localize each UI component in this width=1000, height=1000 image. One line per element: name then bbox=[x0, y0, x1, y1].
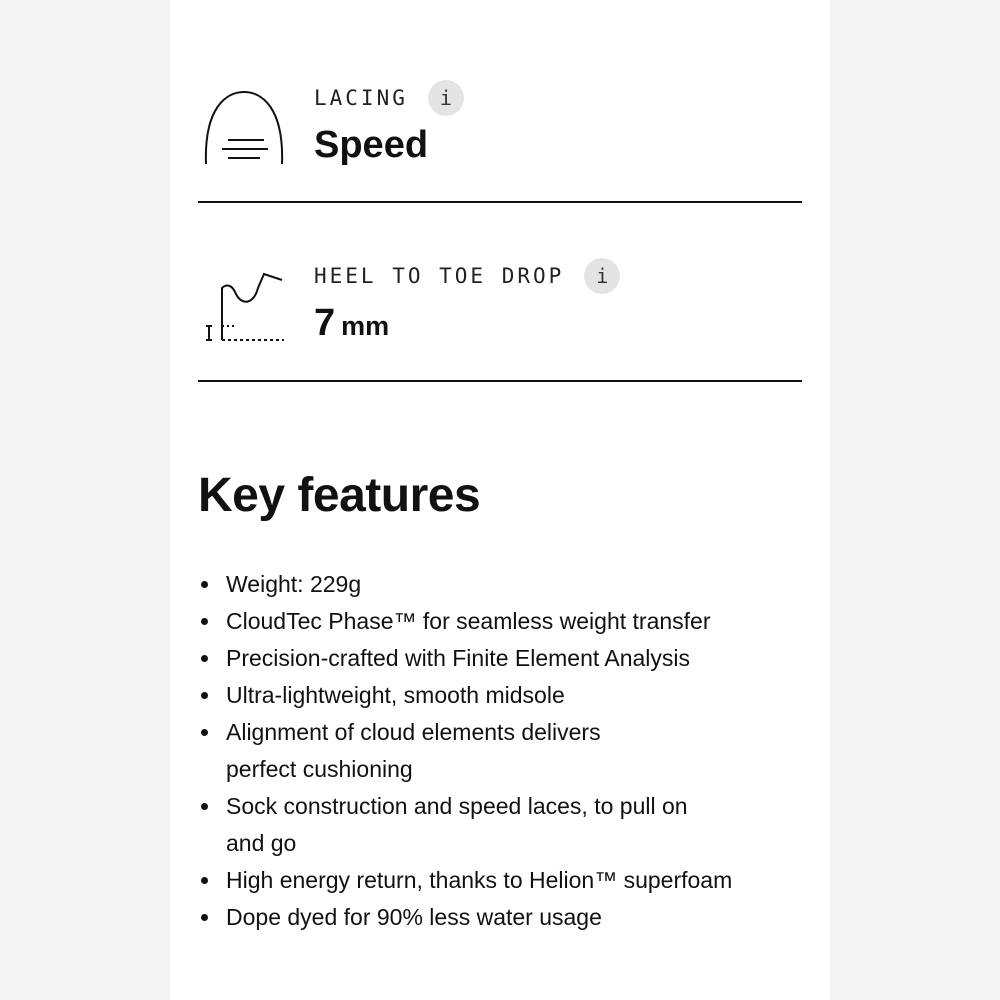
feature-item: Ultra-lightweight, smooth midsole bbox=[226, 677, 806, 714]
info-button[interactable]: i bbox=[428, 80, 464, 116]
product-spec-panel bbox=[170, 0, 830, 1000]
info-button[interactable]: i bbox=[584, 258, 620, 294]
heel-toe-drop-icon bbox=[198, 266, 288, 346]
feature-item: Precision-crafted with Finite Element Analysis bbox=[226, 640, 806, 677]
feature-list bbox=[226, 566, 806, 936]
spec-value: Speed bbox=[314, 124, 429, 166]
feature-item: Alignment of cloud elements delivers perfect cushioning bbox=[226, 714, 656, 788]
spec-heel-toe-drop bbox=[198, 258, 802, 358]
feature-item: Sock construction and speed laces, to pull on and go bbox=[226, 788, 696, 862]
feature-item: CloudTec Phase™ for seamless weight transfer bbox=[226, 603, 806, 640]
feature-item: Dope dyed for 90% less water usage bbox=[226, 899, 806, 936]
speed-lacing-icon bbox=[198, 88, 288, 172]
spec-unit: mm bbox=[341, 311, 390, 341]
spec-lacing bbox=[198, 80, 802, 180]
divider bbox=[198, 201, 802, 203]
feature-item: Weight: 229g bbox=[226, 566, 806, 603]
spec-label: HEEL TO TOE DROP bbox=[314, 264, 565, 288]
feature-item: High energy return, thanks to Helion™ superfoam bbox=[226, 862, 806, 899]
spec-label: LACING bbox=[314, 86, 408, 110]
divider bbox=[198, 380, 802, 382]
section-title: Key features bbox=[198, 469, 481, 522]
spec-value: 7 mm bbox=[314, 302, 390, 344]
